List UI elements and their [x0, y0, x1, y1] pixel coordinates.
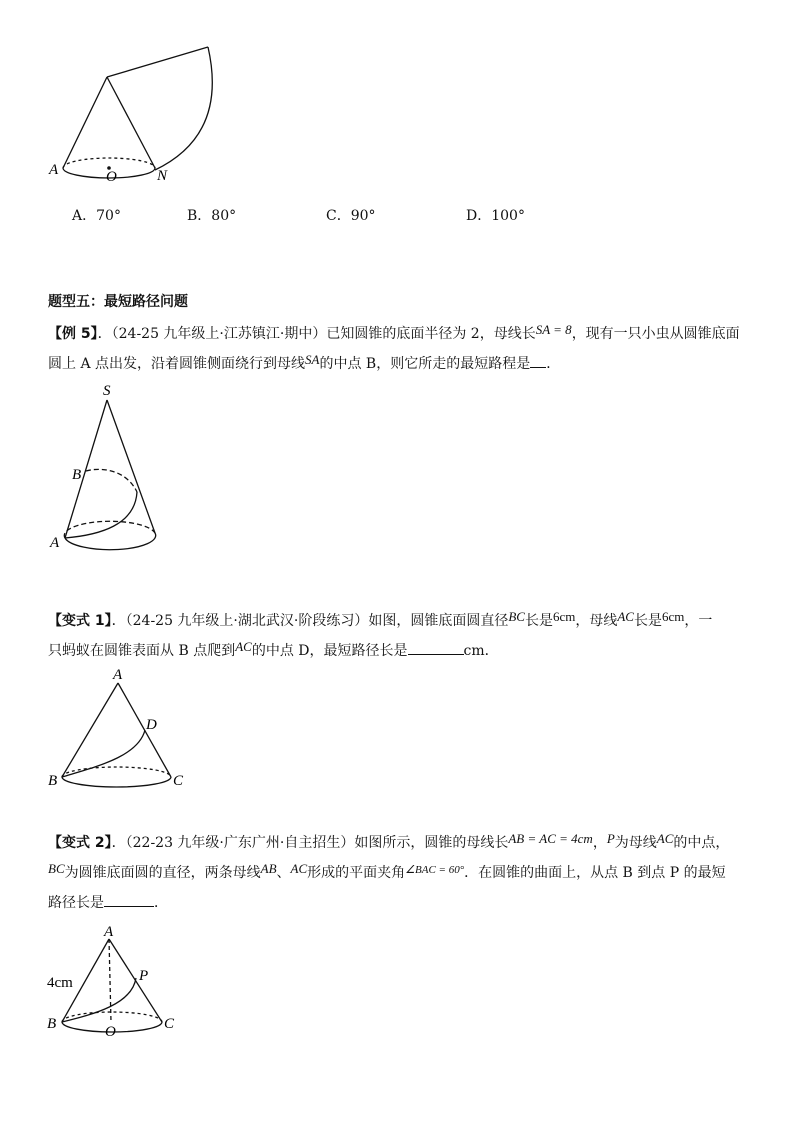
option-b[interactable]: B．80°	[187, 208, 237, 224]
label-a: A	[49, 162, 59, 178]
sector-arc	[155, 47, 212, 170]
answer-options	[72, 205, 672, 225]
answer-blank[interactable]	[408, 640, 464, 655]
label-o: O	[105, 1024, 116, 1040]
cone-left-generatrix	[63, 77, 107, 168]
variant1-tag: 【变式 1】	[48, 613, 112, 629]
example5-text: 【例 5】．（24-25 九年级上·江苏镇江·期中）已知圆锥的底面半径为 2，母线长SA = 8，现有一只小虫从圆锥底面 圆上 A 点出发，沿着圆锥侧面绕行到母线SA的中点 B，则它所走的最短路程是 ．	[48, 322, 740, 372]
label-a: A	[50, 535, 60, 551]
cone-right-generatrix	[107, 77, 155, 168]
shortest-path-hidden	[86, 469, 137, 492]
label-a: A	[113, 667, 123, 683]
base-front	[62, 777, 171, 787]
option-c[interactable]: C．90°	[326, 208, 376, 224]
cone-abcd-figure	[40, 665, 200, 800]
label-length: 4cm	[47, 975, 73, 991]
example5-tag: 【例 5】	[48, 326, 98, 342]
option-d[interactable]: D．100°	[466, 208, 525, 224]
label-p: P	[139, 968, 149, 984]
cone-axis	[109, 939, 111, 1022]
base-front	[65, 533, 156, 550]
cone-right-edge	[107, 400, 155, 533]
label-a: A	[104, 924, 114, 940]
label-b: B	[72, 467, 82, 483]
cone-sector-figure	[40, 40, 250, 190]
label-n: N	[157, 168, 168, 184]
shortest-path-visible	[65, 492, 137, 538]
variant1-text: 【变式 1】．（24-25 九年级上·湖北武汉·阶段练习）如图，圆锥底面圆直径BC长是6cm，母线AC长是6cm，一 只蚂蚁在圆锥表面从 B 点爬到AC的中点 D，最短路径长是 cm．	[48, 609, 713, 659]
label-o: O	[106, 169, 117, 185]
cone-left-edge	[62, 683, 118, 777]
section-title: 题型五：最短路径问题	[48, 294, 188, 310]
shortest-path	[62, 730, 145, 777]
base-back	[62, 1012, 162, 1022]
label-c: C	[164, 1016, 175, 1032]
cone-sab-figure	[40, 375, 180, 555]
answer-blank[interactable]	[104, 892, 154, 907]
cone-abcpo-figure	[40, 918, 200, 1043]
base-back	[64, 521, 155, 538]
option-a[interactable]: A．70°	[72, 208, 121, 224]
variant2-tag: 【变式 2】	[48, 835, 112, 851]
variant2-text: 【变式 2】．（22-23 九年级·广东广州·自主招生）如图所示，圆锥的母线长AB = AC = 4cm，P为母线AC的中点， BC为圆锥底面圆的直径，两条母线AB、AC形成的平面夹角$^{\angle BAC = 60^\circ}$．在圆锥的曲面上，从点 B 到点 P 的最短 路径长是 ．	[48, 831, 730, 911]
label-c: C	[173, 773, 184, 789]
label-b: B	[47, 1016, 57, 1032]
sector-radius	[107, 47, 208, 77]
label-d: D	[146, 717, 157, 733]
answer-blank[interactable]	[530, 353, 546, 368]
label-s: S	[103, 383, 111, 399]
label-b: B	[48, 773, 58, 789]
